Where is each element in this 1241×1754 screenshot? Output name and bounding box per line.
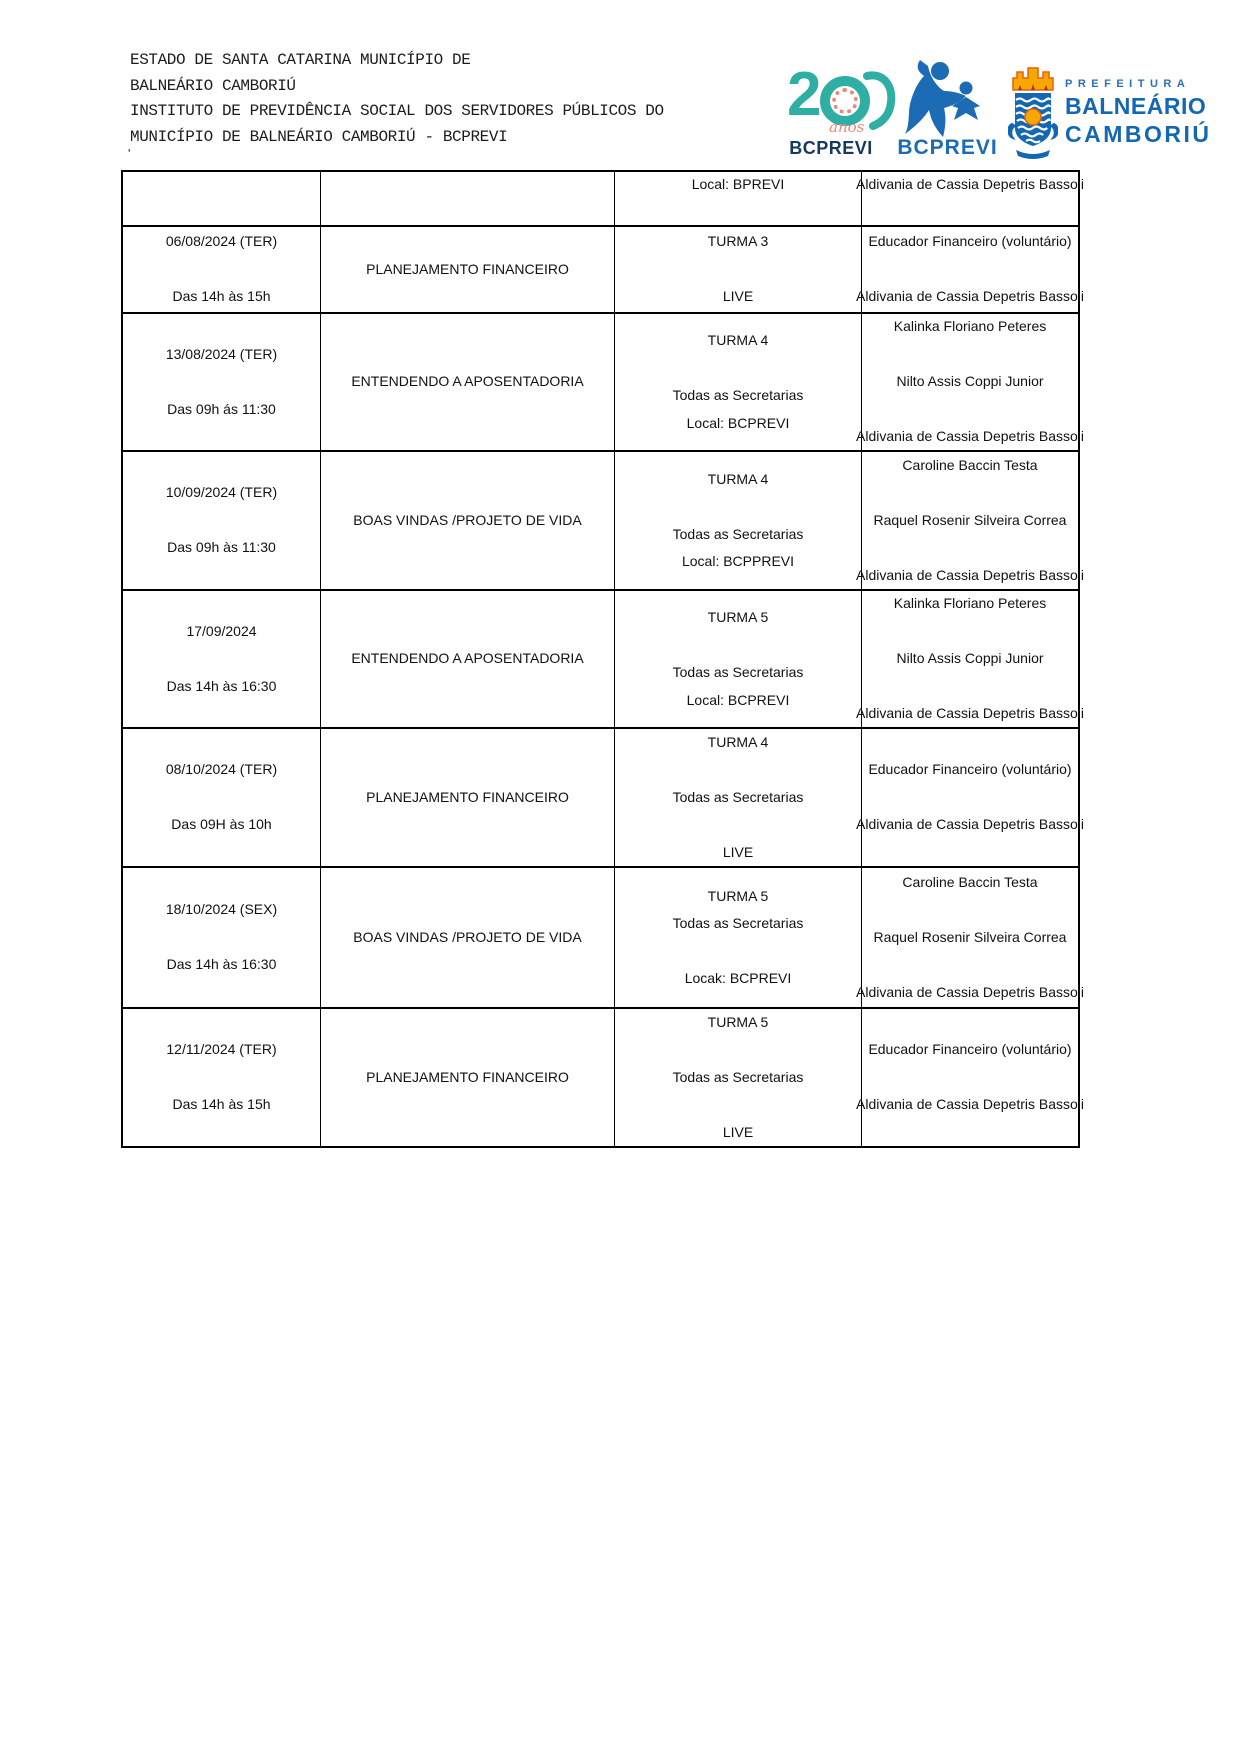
cell-line: Local: BPREVI: [691, 176, 785, 192]
document-header: [130, 48, 664, 150]
cell-line: Aldivania de Cassia Depetris Bassoli: [856, 176, 1084, 192]
cell-line: Local: BCPPREVI: [681, 553, 795, 569]
cell-line: TURMA 5: [707, 1013, 769, 1030]
cell-line: Todas as Secretarias: [672, 387, 804, 403]
table-cell: [123, 868, 320, 1007]
header-line-4: MUNICÍPIO DE BALNEÁRIO CAMBORIÚ - BCPREVI: [130, 127, 508, 146]
table-cell: [123, 591, 320, 727]
header-line-1: ESTADO DE SANTA CATARINA MUNICÍPIO DE: [130, 51, 471, 69]
cell-line: Aldivania de Cassia Depetris Bassoli: [856, 705, 1084, 722]
cell-line: PLANEJAMENTO FINANCEIRO: [366, 1068, 569, 1085]
cell-line: Local: BCPREVI: [686, 414, 790, 431]
bcprevi-logo: [890, 56, 1005, 162]
table-cell: [320, 591, 614, 727]
table-row: [123, 312, 1084, 450]
anos-label: anos: [829, 118, 865, 136]
cell-line: Das 14h às 15h: [172, 1096, 271, 1113]
table-row: [123, 172, 1084, 225]
cell-line: Todas as Secretarias: [672, 788, 804, 805]
table-cell: [123, 452, 320, 589]
table-cell: [320, 729, 614, 866]
cell-line: Nilto Assis Coppi Junior: [896, 373, 1044, 390]
table-cell: [320, 227, 614, 312]
cell-line: Caroline Baccin Testa: [902, 873, 1038, 890]
table-row: [123, 589, 1084, 727]
cell-line: 06/08/2024 (TER): [165, 233, 278, 250]
cell-line: Das 14h às 16:30: [166, 956, 277, 973]
header-line-2: BALNEÁRIO CAMBORIÚ: [130, 76, 296, 95]
table-cell: [856, 1009, 1084, 1146]
cell-line: LIVE: [722, 1123, 754, 1140]
cell-line: Local: BCPREVI: [686, 691, 790, 708]
cell-line: Das 09H às 10h: [171, 816, 272, 833]
table-cell: [856, 452, 1084, 589]
table-cell: [614, 729, 861, 866]
cell-line: Raquel Rosenir Silveira Correa: [873, 511, 1067, 528]
stray-mark: ': [128, 146, 131, 161]
number-two: 2: [787, 60, 819, 129]
cell-line: Nilto Assis Coppi Junior: [896, 650, 1044, 667]
table-cell: [123, 314, 320, 450]
cell-line: Aldivania de Cassia Depetris Bassoli: [856, 428, 1084, 445]
cell-line: Das 09h ás 11:30: [167, 400, 276, 417]
table-cell: [856, 868, 1084, 1007]
prefeitura-word: PREFEITURA: [1065, 78, 1191, 90]
table-cell: [123, 729, 320, 866]
cell-line: 08/10/2024 (TER): [165, 761, 278, 778]
bcprevi-brand-text: BCPREVI: [897, 136, 998, 159]
cell-line: Locak: BCPREVI: [684, 970, 792, 986]
table-cell: [856, 591, 1084, 727]
table-cell: [856, 729, 1084, 866]
cell-line: BOAS VINDAS /PROJETO DE VIDA: [353, 511, 582, 528]
cell-line: Todas as Secretarias: [672, 525, 804, 542]
cell-line: ENTENDENDO A APOSENTADORIA: [351, 373, 584, 390]
table-cell: [320, 1009, 614, 1146]
cell-line: 13/08/2024 (TER): [165, 345, 278, 362]
cell-line: TURMA 4: [707, 332, 769, 348]
schedule-table: [121, 170, 1084, 1148]
balneario-word: BALNEÁRIO: [1065, 93, 1207, 119]
table-cell: [123, 172, 320, 225]
table-cell: [614, 314, 861, 450]
cell-line: Todas as Secretarias: [672, 664, 804, 680]
coral-medallion-icon: [832, 88, 858, 114]
table-cell: [614, 452, 861, 589]
cell-line: Das 09h às 11:30: [167, 539, 276, 556]
table-cell: [614, 591, 861, 727]
cell-line: BOAS VINDAS /PROJETO DE VIDA: [353, 928, 582, 945]
table-cell: [856, 172, 1084, 225]
cell-line: Aldivania de Cassia Depetris Bassoli: [856, 1096, 1084, 1113]
cell-line: Kalinka Floriano Peteres: [893, 318, 1047, 335]
cell-line: TURMA 3: [707, 233, 769, 250]
cell-line: LIVE: [722, 288, 754, 305]
prefeitura-crest-icon: [1008, 62, 1058, 162]
cell-line: Caroline Baccin Testa: [902, 456, 1038, 473]
table-cell: [320, 172, 614, 225]
cell-line: Aldivania de Cassia Depetris Bassoli: [856, 566, 1084, 583]
cell-line: 10/09/2024 (TER): [165, 484, 278, 501]
cell-line: Educador Financeiro (voluntário): [868, 1041, 1072, 1058]
table-cell: [320, 452, 614, 589]
cell-line: TURMA 5: [707, 609, 769, 625]
prefeitura-logo: [1008, 60, 1241, 164]
cell-line: PLANEJAMENTO FINANCEIRO: [366, 260, 569, 277]
bcprevi-figure-icon: [902, 58, 992, 138]
cell-line: TURMA 4: [707, 733, 769, 750]
table-cell: [614, 227, 861, 312]
bcprevi-20-brand-text: BCPREVI: [789, 138, 873, 158]
cell-line: LIVE: [722, 843, 754, 860]
table-cell: [123, 227, 320, 312]
table-cell: [123, 1009, 320, 1146]
cell-line: TURMA 5: [707, 887, 769, 904]
table-cell: [856, 314, 1084, 450]
table-cell: [320, 868, 614, 1007]
header-line-3: INSTITUTO DE PREVIDÊNCIA SOCIAL DOS SERVIDORES PÚBLICOS DO: [130, 102, 664, 120]
table-cell: [614, 1009, 861, 1146]
cell-line: 17/09/2024: [186, 622, 257, 639]
cell-line: Aldivania de Cassia Depetris Bassoli: [856, 816, 1084, 833]
cell-line: Das 14h às 15h: [172, 288, 271, 305]
cell-line: PLANEJAMENTO FINANCEIRO: [366, 788, 569, 805]
cell-line: TURMA 4: [707, 470, 769, 487]
table-row: [123, 866, 1084, 1007]
cell-line: Educador Financeiro (voluntário): [868, 233, 1072, 250]
cell-line: Aldivania de Cassia Depetris Bassoli: [856, 288, 1084, 305]
cell-line: Aldivania de Cassia Depetris Bassoli: [856, 983, 1084, 1000]
cell-line: 18/10/2024 (SEX): [165, 901, 278, 918]
table-row: [123, 225, 1084, 312]
cell-line: Todas as Secretarias: [672, 915, 804, 931]
cell-line: 12/11/2024 (TER): [166, 1041, 277, 1058]
prefeitura-text: [1065, 78, 1212, 148]
cell-line: Todas as Secretarias: [672, 1068, 804, 1085]
camboriu-word: CAMBORIÚ: [1065, 121, 1212, 147]
cell-line: ENTENDENDO A APOSENTADORIA: [351, 650, 584, 667]
table-row: [123, 450, 1084, 589]
cell-line: Educador Financeiro (voluntário): [868, 761, 1072, 778]
table-row: [123, 727, 1084, 866]
table-cell: [614, 172, 861, 225]
cell-line: Raquel Rosenir Silveira Correa: [873, 928, 1067, 945]
cell-line: Das 14h às 16:30: [166, 677, 277, 694]
table-cell: [614, 868, 861, 1007]
table-row: [123, 1007, 1084, 1146]
table-cell: [320, 314, 614, 450]
cell-line: Kalinka Floriano Peteres: [893, 595, 1047, 612]
table-cell: [856, 227, 1084, 312]
